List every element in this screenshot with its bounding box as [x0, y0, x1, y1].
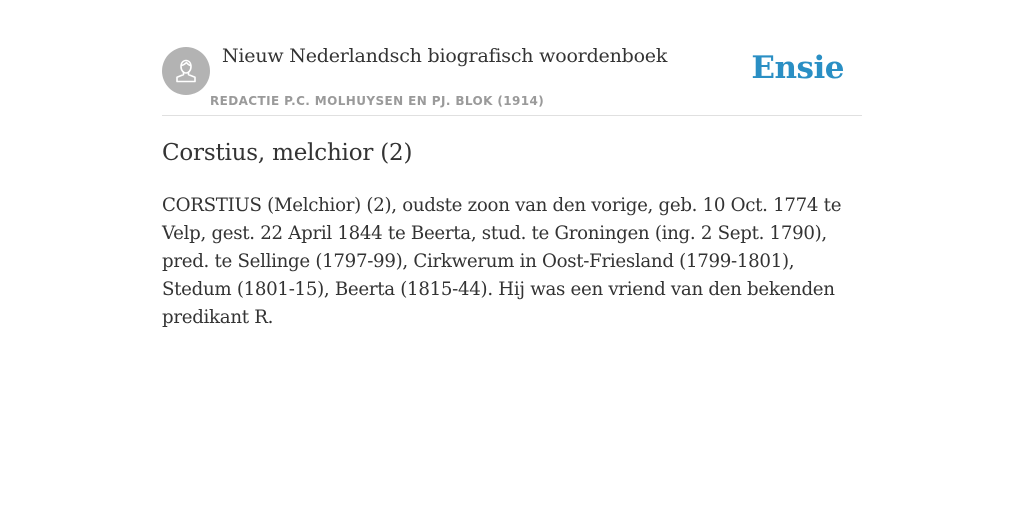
entry-title: Corstius, melchior (2)	[162, 140, 413, 166]
source-header	[162, 0, 862, 116]
page	[162, 0, 862, 512]
user-icon	[172, 57, 200, 85]
source-editors: REDACTIE P.C. MOLHUYSEN EN PJ. BLOK (1914)	[210, 94, 545, 108]
source-title[interactable]: Nieuw Nederlandsch biografisch woordenboek	[222, 45, 668, 67]
ensie-logo[interactable]: Ensie	[751, 50, 844, 86]
entry-body: CORSTIUS (Melchior) (2), oudste zoon van den vorige, geb. 10 Oct. 1774 te Velp, gest. 22 April 1844 te Beerta, stud. te Groningen (ing. 2 Sept. 1790), pred. te Sellinge (1797-99), Cirkwerum in Oost-Friesland (1799-1801), Stedum (1801-15), Beerta (1815-44). Hij was een vriend van den bekenden predikant R.	[162, 195, 842, 328]
source-avatar[interactable]	[162, 47, 210, 95]
